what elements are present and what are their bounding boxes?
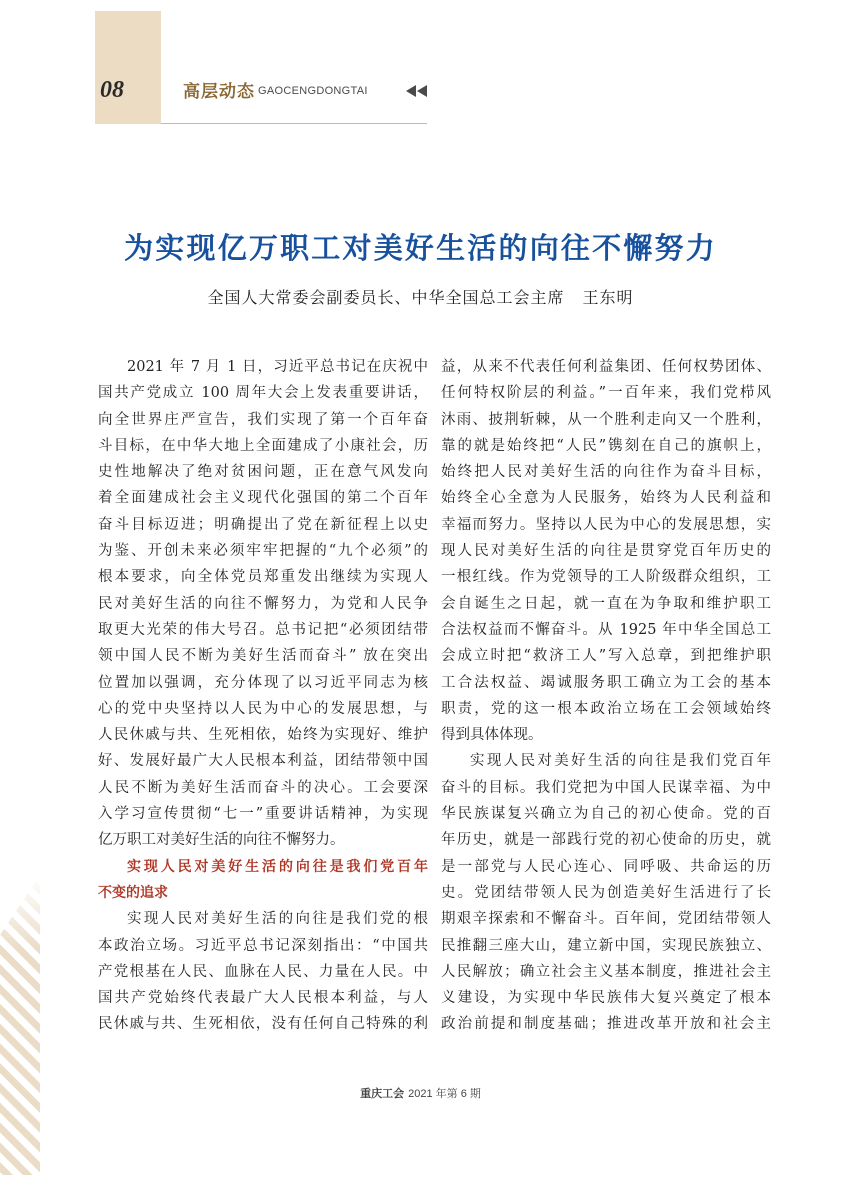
- text-line: 义建设，为实现中华民族伟大复兴奠定了根本: [441, 990, 771, 1007]
- text-line: 奋斗目标迈进；明确提出了党在新征程上以史: [98, 516, 428, 533]
- section-title: 高层动态: [183, 82, 255, 102]
- text-line: 民推翻三座大山，建立新中国，实现民族独立、: [441, 937, 771, 954]
- double-arrow-left-icon: [406, 85, 428, 97]
- text-line: 取更大光荣的伟大号召。总书记把“必须团结带: [98, 621, 428, 638]
- text-line: 史性地解决了绝对贫困问题，正在意气风发向: [98, 464, 428, 481]
- text-line: 是一部党与人民心连心、同呼吸、共命运的历: [441, 858, 771, 875]
- text-line: 位置加以强调，充分体现了以习近平同志为核: [98, 674, 428, 691]
- text-line: 人民休戚与共、生死相依，始终为实现好、维护: [98, 727, 428, 744]
- page-footer: [0, 1085, 841, 1101]
- text-line: 幸福而努力。坚持以人民为中心的发展思想，实: [441, 516, 771, 533]
- text-line: 心的党中央坚持以人民为中心的发展思想，与: [98, 700, 428, 717]
- text-line: 任何特权阶层的利益。”一百年来，我们党栉风: [441, 385, 771, 402]
- header-divider: [161, 123, 427, 124]
- header-tan-block: [95, 11, 161, 124]
- article-byline: [0, 285, 841, 308]
- text-line: 亿万职工对美好生活的向往不懈努力。: [98, 832, 345, 849]
- text-line: 年历史，就是一部践行党的初心使命的历史，就: [441, 832, 771, 849]
- text-line: 2021 年 7 月 1 日，习近平总书记在庆祝中: [127, 359, 428, 375]
- text-line: 史。党团结带领人民为创造美好生活进行了长: [441, 884, 771, 901]
- text-line: 不变的追求: [98, 884, 168, 901]
- section-title-en: GAOCENGDONGTAI: [258, 85, 368, 97]
- text-line: 一根红线。作为党领导的工人阶级群众组织，工: [441, 569, 771, 586]
- article-title: 为实现亿万职工对美好生活的向往不懈努力: [124, 231, 717, 265]
- text-line: 沐雨、披荆斩棘，从一个胜利走向又一个胜利，: [441, 411, 771, 428]
- left-column: [98, 354, 428, 1038]
- text-line: 益，从来不代表任何利益集团、任何权势团体、: [441, 359, 771, 375]
- text-line: 实现人民对美好生活的向往是我们党百年: [470, 753, 771, 770]
- text-line: 斗目标，在中华大地上全面建成了小康社会，历: [98, 437, 428, 454]
- text-line: 为鉴、开创未来必须牢牢把握的“九个必须”的: [98, 543, 428, 560]
- text-line: 根本要求，向全体党员郑重发出继续为实现人: [98, 569, 428, 586]
- text-line: 产党根基在人民、血脉在人民、力量在人民。中: [98, 963, 428, 980]
- text-line: 好、发展好最广大人民根本利益，团结带领中国: [98, 753, 428, 770]
- text-line: 会自诞生之日起，就一直在为争取和维护职工: [441, 595, 771, 612]
- text-line: 人民解放；确立社会主义基本制度，推进社会主: [441, 963, 771, 980]
- text-line: 工合法权益、竭诚服务职工确立为工会的基本: [441, 674, 771, 691]
- text-line: 政治前提和制度基础；推进改革开放和社会主: [441, 1016, 771, 1033]
- text-line: 领中国人民不断为美好生活而奋斗” 放在突出: [98, 648, 428, 665]
- text-line: 向全世界庄严宣告，我们实现了第一个百年奋: [98, 411, 428, 428]
- text-line: 入学习宣传贯彻“七一”重要讲话精神，为实现: [98, 806, 428, 823]
- text-line: 实现人民对美好生活的向往是我们党百年: [127, 858, 428, 875]
- text-line: 得到具体体现。: [441, 727, 543, 744]
- right-column: [441, 354, 771, 1038]
- text-line: 始终全心全意为人民服务，始终为人民利益和: [441, 490, 771, 507]
- text-line: 期艰辛探索和不懈奋斗。百年间，党团结带领人: [441, 911, 771, 928]
- text-line: 实现人民对美好生活的向往是我们党的根: [127, 911, 428, 928]
- text-line: 奋斗的目标。我们党把为中国人民谋幸福、为中: [441, 779, 771, 796]
- text-line: 民对美好生活的向往不懈努力，为党和人民争: [98, 595, 428, 612]
- text-line: 华民族谋复兴确立为自己的初心使命。党的百: [441, 806, 771, 823]
- byline-name: 王东明: [582, 288, 634, 307]
- text-line: 始终把人民对美好生活的向往作为奋斗目标，: [441, 464, 771, 481]
- text-line: 国共产党成立 100 周年大会上发表重要讲话，: [98, 385, 428, 402]
- byline-role: 全国人大常委会副委员长、中华全国总工会主席: [207, 288, 565, 307]
- page-number: 08: [100, 77, 124, 103]
- text-line: 人民不断为美好生活而奋斗的决心。工会要深: [98, 779, 428, 796]
- magazine-name: 重庆工会: [360, 1087, 405, 1100]
- text-line: 职责，党的这一根本政治立场在工会领域始终: [441, 700, 771, 717]
- text-line: 合法权益而不懈奋斗。从 1925 年中华全国总工: [441, 621, 771, 638]
- text-line: 靠的就是始终把“人民”镌刻在自己的旗帜上，: [441, 437, 771, 454]
- text-line: 国共产党始终代表最广大人民根本利益，与人: [98, 990, 428, 1007]
- issue-label: 2021 年第 6 期: [408, 1088, 481, 1100]
- decorative-stripes: [0, 875, 40, 1175]
- text-line: 本政治立场。习近平总书记深刻指出：“中国共: [98, 937, 428, 954]
- text-line: 着全面建成社会主义现代化强国的第二个百年: [98, 490, 428, 507]
- text-line: 现人民对美好生活的向往是贯穿党百年历史的: [441, 543, 771, 560]
- text-line: 民休戚与共、生死相依，没有任何自己特殊的利: [98, 1016, 428, 1033]
- text-line: 会成立时把“救济工人”写入总章，到把维护职: [441, 648, 771, 665]
